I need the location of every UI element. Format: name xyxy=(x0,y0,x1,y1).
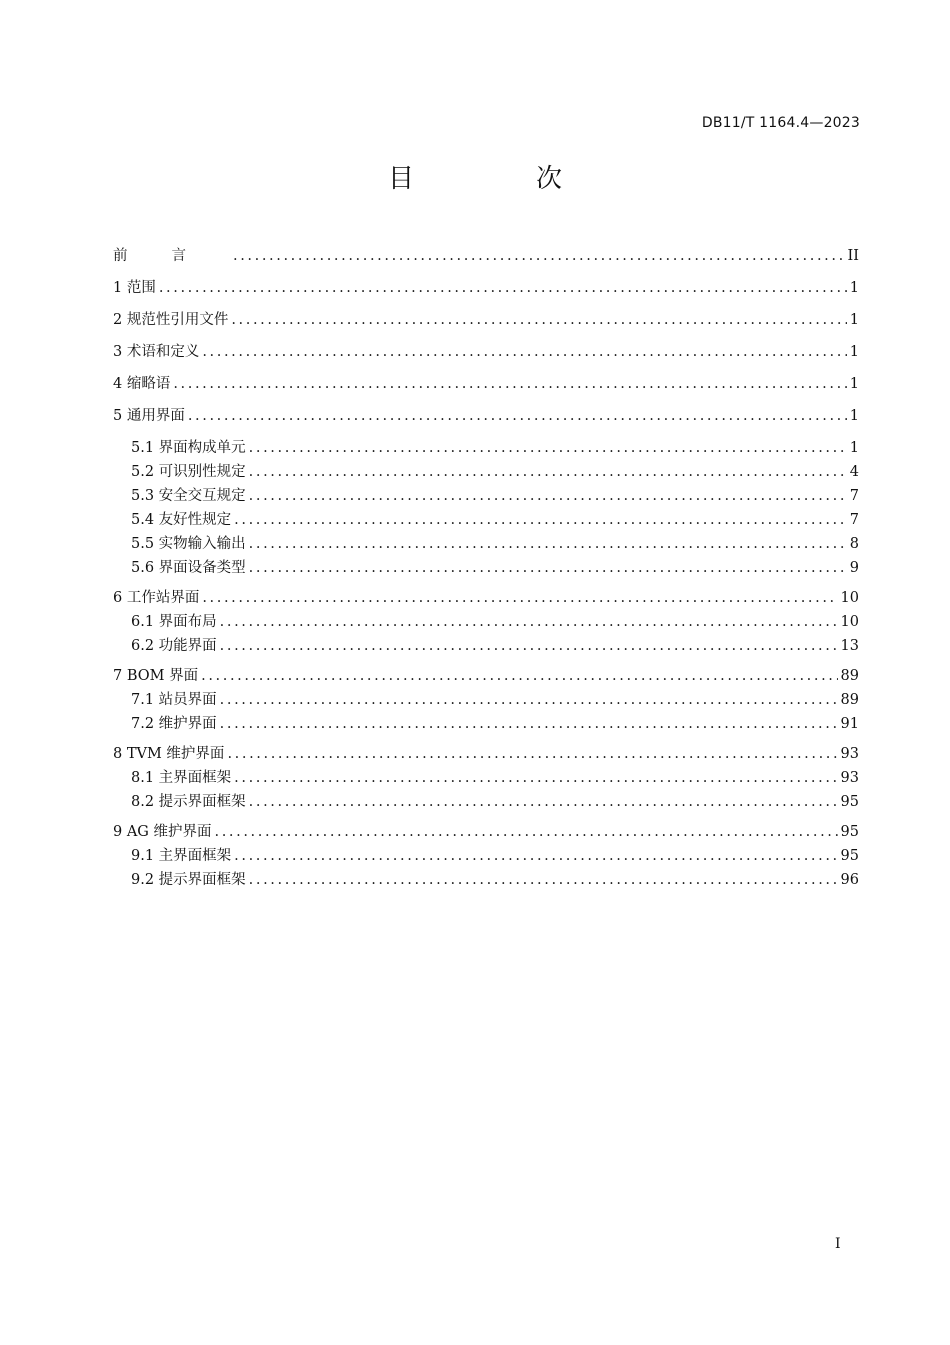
toc-entry-page: 8 xyxy=(849,536,859,552)
toc-entry-label: 9.1 主界面框架 xyxy=(131,848,232,864)
toc-entry[interactable] xyxy=(113,532,859,556)
toc-entry-page: 96 xyxy=(840,872,859,888)
toc-entry[interactable] xyxy=(113,766,859,790)
toc-entry-page: 7 xyxy=(849,512,859,528)
toc-entry[interactable] xyxy=(113,372,859,396)
toc-entry-label: 5.4 友好性规定 xyxy=(131,512,232,528)
table-of-contents xyxy=(113,244,859,892)
toc-leader-dots xyxy=(249,790,838,814)
toc-entry-page: 1 xyxy=(849,344,859,360)
toc-leader-dots xyxy=(159,276,847,300)
toc-entry-label: 前言 xyxy=(113,248,230,264)
toc-entry-label: 6.1 界面布局 xyxy=(131,614,217,630)
document-code: DB11/T 1164.4—2023 xyxy=(701,115,860,131)
toc-leader-dots xyxy=(249,436,847,460)
toc-entry[interactable] xyxy=(113,790,859,814)
toc-entry-label: 9.2 提示界面框架 xyxy=(131,872,246,888)
toc-entry-label: 8 TVM 维护界面 xyxy=(113,746,225,762)
toc-entry-label: 4 缩略语 xyxy=(113,376,171,392)
toc-leader-dots xyxy=(201,664,837,688)
toc-entry-label: 2 规范性引用文件 xyxy=(113,312,229,328)
toc-leader-dots xyxy=(220,634,838,658)
toc-entry-page: 10 xyxy=(840,614,859,630)
toc-entry[interactable] xyxy=(113,610,859,634)
toc-entry-page: 91 xyxy=(840,716,859,732)
toc-entry-label: 9 AG 维护界面 xyxy=(113,824,212,840)
toc-leader-dots xyxy=(249,460,847,484)
toc-entry[interactable] xyxy=(113,556,859,580)
toc-entry-page: 7 xyxy=(849,488,859,504)
toc-entry-page: 4 xyxy=(849,464,859,480)
toc-entry-label: 7 BOM 界面 xyxy=(113,668,199,684)
toc-entry[interactable] xyxy=(113,244,859,268)
toc-entry[interactable] xyxy=(113,508,859,532)
toc-entry-label: 7.1 站员界面 xyxy=(131,692,217,708)
toc-leader-dots xyxy=(231,308,846,332)
toc-entry-label: 5.2 可识别性规定 xyxy=(131,464,246,480)
toc-entry[interactable] xyxy=(113,586,859,610)
toc-entry[interactable] xyxy=(113,436,859,460)
toc-entry[interactable] xyxy=(113,460,859,484)
toc-entry-label: 5.5 实物输入输出 xyxy=(131,536,246,552)
toc-entry-page: 1 xyxy=(849,312,859,328)
toc-entry[interactable] xyxy=(113,868,859,892)
toc-entry-page: 1 xyxy=(849,280,859,296)
toc-leader-dots xyxy=(188,404,847,428)
toc-entry-page: 13 xyxy=(840,638,859,654)
toc-leader-dots xyxy=(234,508,847,532)
toc-entry-page: 93 xyxy=(840,746,859,762)
toc-entry[interactable] xyxy=(113,844,859,868)
page-number: I xyxy=(835,1236,841,1252)
toc-entry-label: 5.6 界面设备类型 xyxy=(131,560,246,576)
toc-entry[interactable] xyxy=(113,404,859,428)
toc-leader-dots xyxy=(249,556,847,580)
toc-entry-page: 95 xyxy=(840,824,859,840)
toc-leader-dots xyxy=(215,820,838,844)
toc-entry-page: 95 xyxy=(840,848,859,864)
toc-entry-page: 9 xyxy=(849,560,859,576)
toc-leader-dots xyxy=(227,742,837,766)
toc-leader-dots xyxy=(233,244,845,268)
toc-entry-page: 10 xyxy=(840,590,859,606)
toc-entry[interactable] xyxy=(113,712,859,736)
toc-entry-label: 6.2 功能界面 xyxy=(131,638,217,654)
toc-entry[interactable] xyxy=(113,276,859,300)
toc-entry-label: 8.1 主界面框架 xyxy=(131,770,232,786)
toc-entry-page: 89 xyxy=(840,692,859,708)
toc-entry-label: 5.3 安全交互规定 xyxy=(131,488,246,504)
toc-leader-dots xyxy=(202,586,837,610)
toc-entry-label: 1 范围 xyxy=(113,280,156,296)
toc-leader-dots xyxy=(173,372,846,396)
toc-entry-label: 5 通用界面 xyxy=(113,408,185,424)
toc-entry-page: 1 xyxy=(849,408,859,424)
page-title: 目 次 xyxy=(387,164,610,194)
toc-entry-label: 8.2 提示界面框架 xyxy=(131,794,246,810)
toc-entry[interactable] xyxy=(113,340,859,364)
toc-entry[interactable] xyxy=(113,688,859,712)
toc-entry-label: 3 术语和定义 xyxy=(113,344,200,360)
toc-leader-dots xyxy=(234,766,837,790)
toc-leader-dots xyxy=(220,712,838,736)
toc-entry[interactable] xyxy=(113,742,859,766)
toc-entry-label: 7.2 维护界面 xyxy=(131,716,217,732)
toc-entry[interactable] xyxy=(113,634,859,658)
toc-entry-page: II xyxy=(847,248,859,264)
toc-leader-dots xyxy=(249,868,838,892)
toc-entry-label: 6 工作站界面 xyxy=(113,590,200,606)
toc-entry-page: 89 xyxy=(840,668,859,684)
toc-entry[interactable] xyxy=(113,820,859,844)
toc-entry[interactable] xyxy=(113,664,859,688)
toc-entry-page: 1 xyxy=(849,376,859,392)
toc-entry[interactable] xyxy=(113,484,859,508)
toc-leader-dots xyxy=(220,688,838,712)
toc-leader-dots xyxy=(202,340,846,364)
toc-entry[interactable] xyxy=(113,308,859,332)
toc-entry-label: 5.1 界面构成单元 xyxy=(131,440,246,456)
toc-leader-dots xyxy=(249,484,847,508)
toc-leader-dots xyxy=(220,610,838,634)
toc-entry-page: 93 xyxy=(840,770,859,786)
toc-entry-page: 95 xyxy=(840,794,859,810)
toc-entry-page: 1 xyxy=(849,440,859,456)
toc-leader-dots xyxy=(249,532,847,556)
toc-leader-dots xyxy=(234,844,837,868)
